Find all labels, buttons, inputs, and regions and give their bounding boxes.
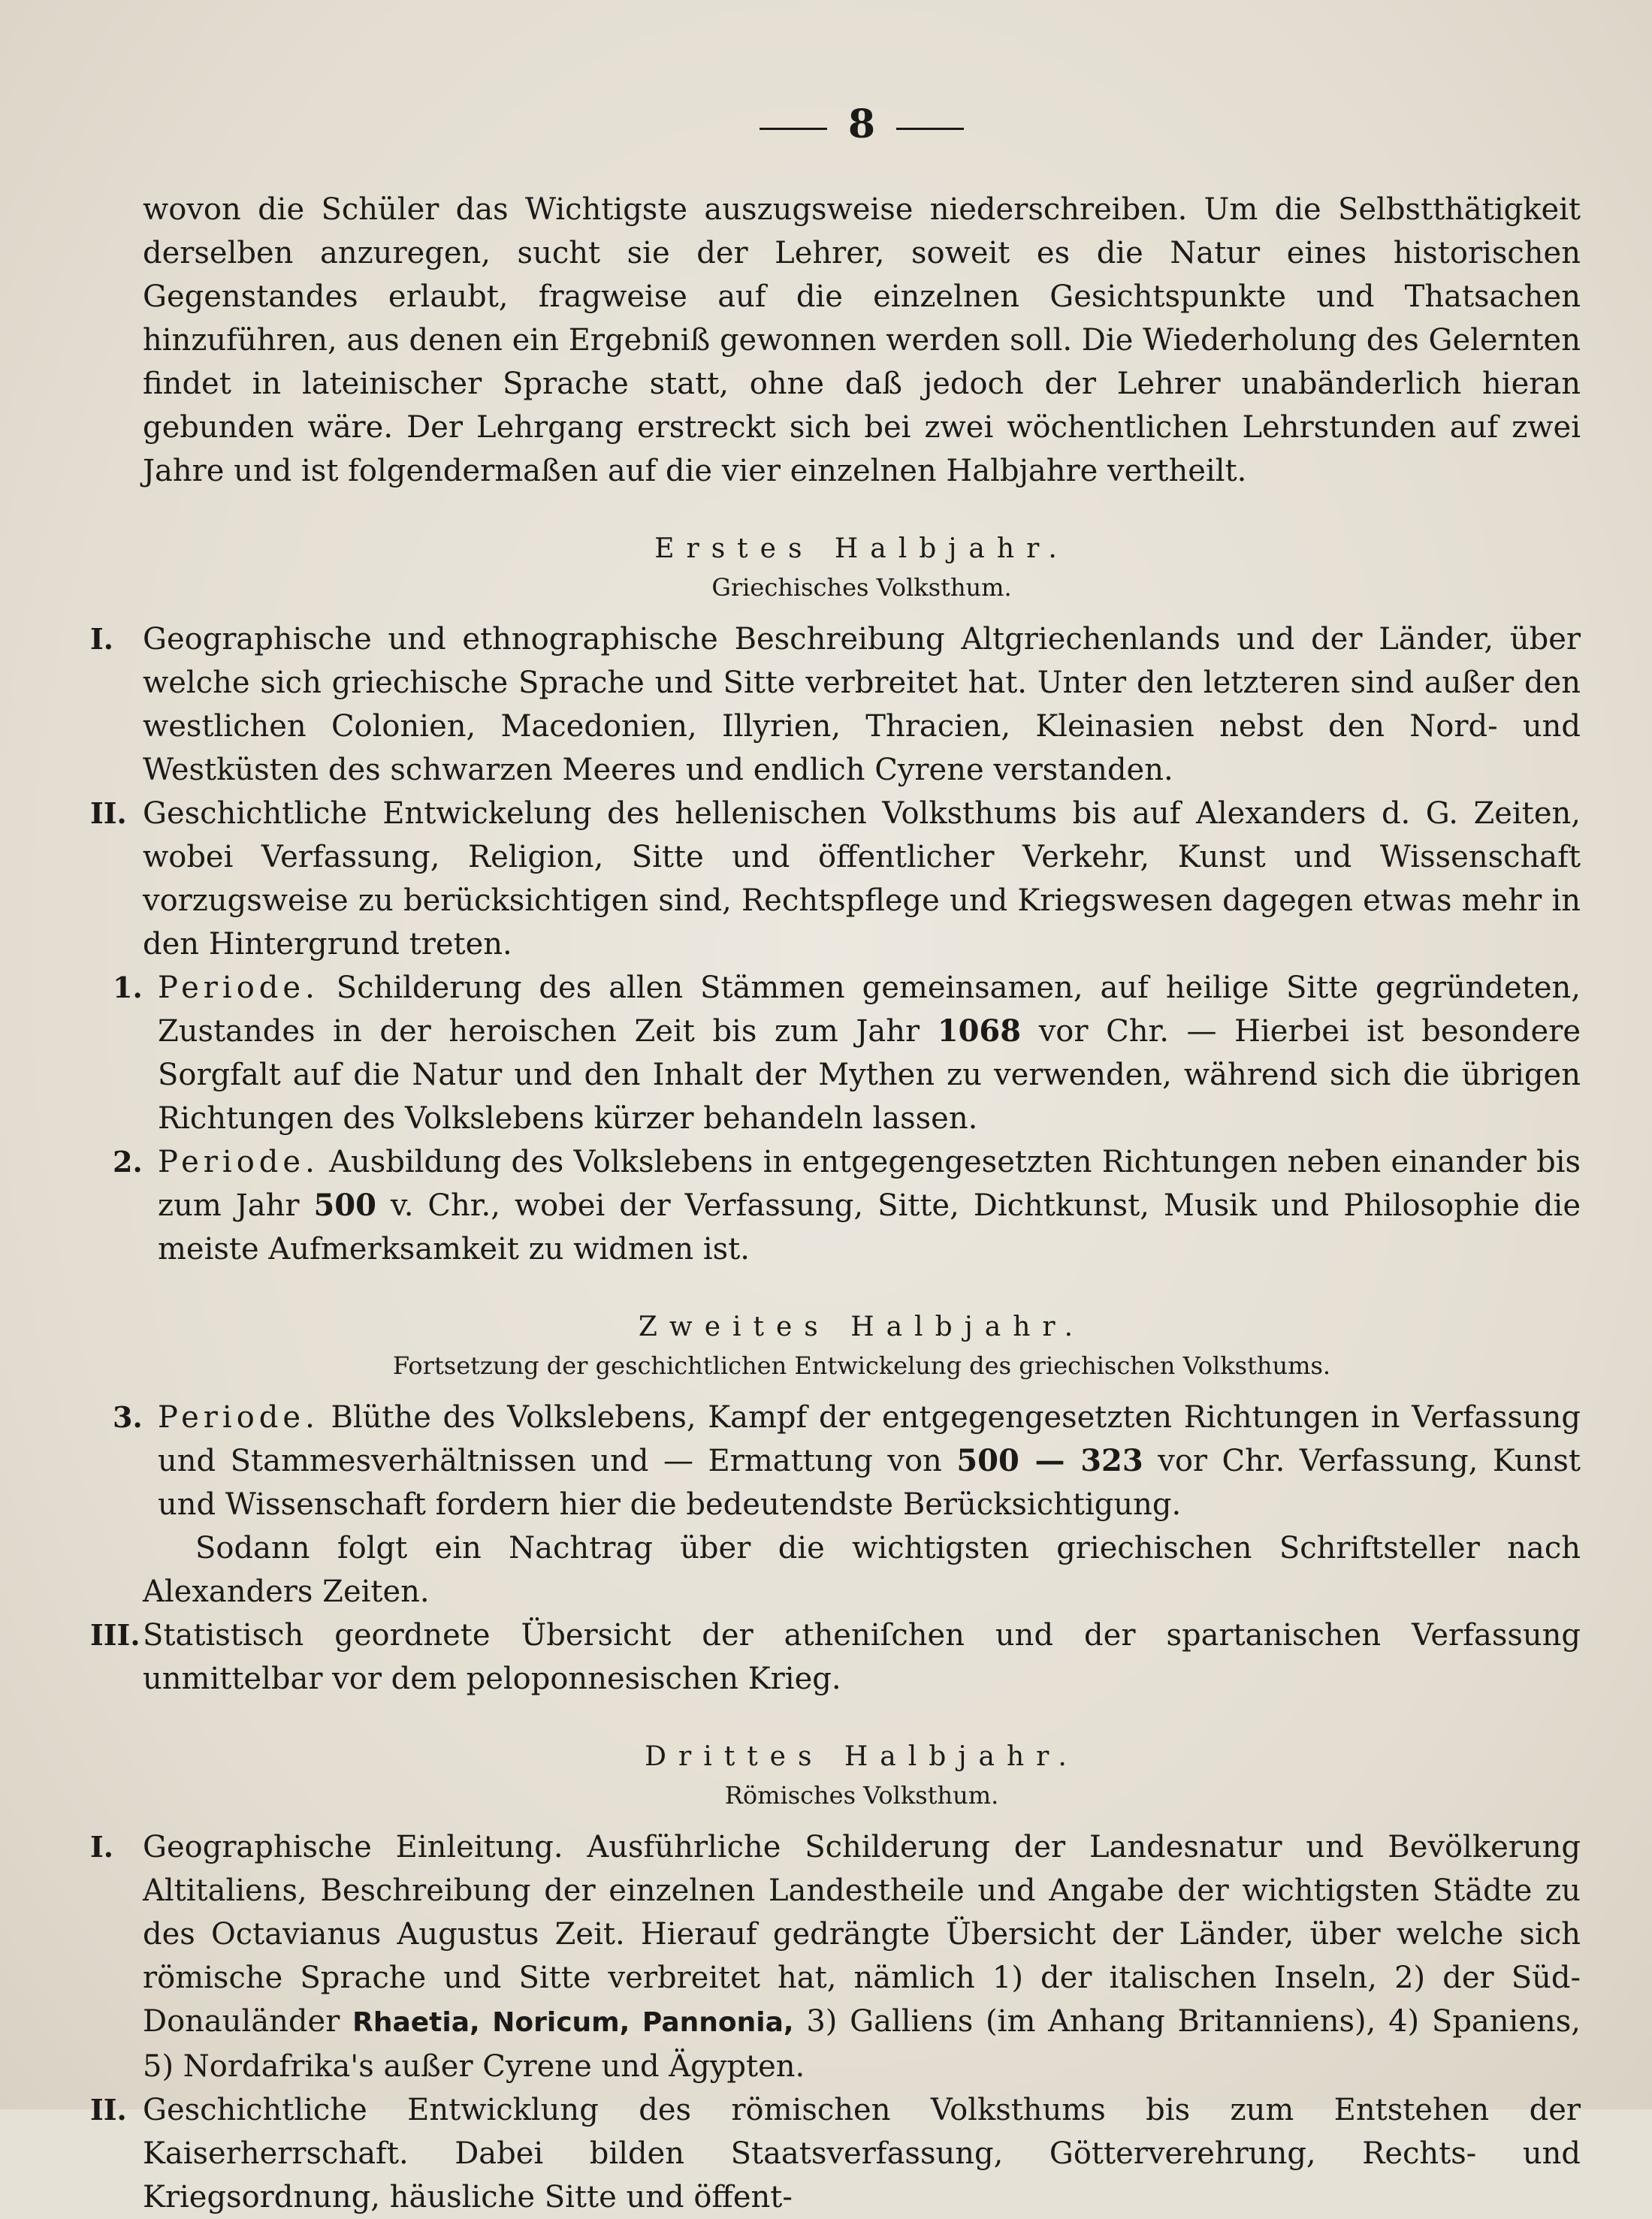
period-text-b: v. Chr., wobei der Verfassung, Sitte, Dichtkunst, Musik und Philosophie die meiste Aufmerksamkeit zu widmen ist. <box>158 1188 1581 1266</box>
semester1-subtitle: Griechisches Volksthum. <box>711 573 1012 602</box>
period-label: Periode. <box>158 1145 319 1179</box>
body-text <box>90 188 1581 2219</box>
period-number: 1. <box>113 971 143 1004</box>
period-text-a: Blüthe des Volkslebens, Kampf der entgegengesetzten Richtungen in Verfassung und Stammesverhältnissen und — Ermattung von <box>158 1400 1581 1478</box>
item-numeral: I. <box>90 622 114 656</box>
period-label: Periode. <box>158 971 319 1005</box>
latin-provinces: Rhaetia, Noricum, Pannonia, <box>352 2007 794 2038</box>
item-text: Geographische und ethnographische Beschreibung Altgriechenlands und der Länder, über welche sich griechische Sprache und Sitte verbreitet hat. Unter den letzteren sind außer den westlichen Colonien, Macedonien, Illyrien, Thracien, Kleinasien nebst den Nord- und Westküsten des schwarzen Meeres und endlich Cyrene verstanden. <box>143 622 1581 787</box>
period-year: 1068 <box>937 1013 1022 1049</box>
period-text-b: vor Chr. — Hierbei ist besondere Sorgfalt auf die Natur und den Inhalt der Mythen zu verwenden, während sich die übrigen Richtungen des Volkslebens kürzer behandeln lassen. <box>158 1014 1581 1136</box>
item-text: Geschichtliche Entwicklung des römischen Volksthums bis zum Entstehen der Kaiserherrschaft. Dabei bilden Staatsverfassung, Götterverehrung, Rechts- und Kriegsordnung, häusliche Sitte und öffent- <box>143 2093 1581 2214</box>
semester3-item-I <box>90 1825 1581 2088</box>
period-year: 500 <box>313 1188 376 1223</box>
semester3-item-II <box>90 2088 1581 2219</box>
semester3-subtitle: Römisches Volksthum. <box>724 1781 999 1810</box>
item-numeral: II. <box>90 796 127 830</box>
period-text <box>158 1140 1581 1271</box>
period-2 <box>113 1140 1581 1271</box>
item-numeral: III. <box>90 1618 140 1652</box>
semester2-title: Zweites Halbjahr. <box>638 1312 1086 1342</box>
page-header <box>143 98 1581 150</box>
intro-paragraph: wovon die Schüler das Wichtigste auszugsweise niederschreiben. Um die Selbstthätigkeit derselben anzuregen, sucht sie der Lehrer, soweit es die Natur eines historischen Gegenstandes erlaubt, fragweise auf die einzelnen Gesichtspunkte und Thatsachen hinzuführen, aus denen ein Ergebniß gewonnen werden soll. Die Wiederholung des Gelernten findet in lateinischer Sprache statt, ohne daß jedoch der Lehrer unabänderlich hieran gebunden wäre. Der Lehrgang erstreckt sich bei zwei wöchentlichen Lehrstunden auf zwei Jahre und ist folgendermaßen auf die vier einzelnen Halbjahre vertheilt. <box>143 192 1581 488</box>
period-number: 2. <box>113 1145 143 1179</box>
period-1 <box>113 966 1581 1140</box>
semester2-subtitle: Fortsetzung der geschichtlichen Entwickelung des griechischen Volksthums. <box>392 1351 1331 1380</box>
semester1-item-I <box>90 617 1581 792</box>
period-years: 500 — 323 <box>956 1443 1143 1478</box>
item-text-a: Geographische Einleitung. Ausführliche Schilderung der Landesnatur und Bevölkerung Altitaliens, Beschreibung der einzelnen Landestheile und Angabe der wichtigsten Städte zu des Octavianus Augustus Zeit. Hierauf gedrängte Übersicht der Länder, über welche sich römische Sprache und Sitte verbreitet hat, nämlich 1) der italischen Inseln, 2) der Süd-Donauländer <box>143 1830 1581 2039</box>
period-3 <box>113 1396 1581 1526</box>
period-text <box>158 1396 1581 1526</box>
semester2-item-III <box>90 1614 1581 1701</box>
item-text: Statistisch geordnete Übersicht der atheniſchen und der spartanischen Verfassung unmittelbar vor dem peloponnesischen Krieg. <box>143 1618 1581 1696</box>
item-numeral: I. <box>90 1830 114 1864</box>
item-text: Geschichtliche Entwickelung des hellenischen Volksthums bis auf Alexanders d. G. Zeiten, wobei Verfassung, Religion, Sitte und öffentlicher Verkehr, Kunst und Wissenschaft vorzugsweise zu berücksichtigen sind, Rechtspflege und Kriegswesen dagegen etwas mehr in den Hintergrund treten. <box>143 796 1581 962</box>
period-text-a: Schilderung des allen Stämmen gemeinsamen, auf heilige Sitte gegründeten, Zustandes in der heroischen Zeit bis zum Jahr <box>158 971 1581 1049</box>
header-rule-right <box>896 128 964 130</box>
period-number: 3. <box>113 1400 143 1434</box>
period-text-a: Ausbildung des Volkslebens in entgegengesetzten Richtungen neben einander bis zum Jahr <box>158 1145 1581 1223</box>
period-text-b: vor Chr. Verfassung, Kunst und Wissenschaft fordern hier die bedeutendste Berücksichtigung. <box>158 1444 1581 1522</box>
sodann-paragraph: Sodann folgt ein Nachtrag über die wichtigsten griechischen Schriftsteller nach Alexanders Zeiten. <box>143 1531 1581 1609</box>
semester1-item-II <box>90 792 1581 966</box>
item-text-b: 3) Galliens (im Anhang Britanniens), 4) Spaniens, 5) Nordafrika's außer Cyrene und Ägypten. <box>143 2004 1581 2084</box>
header-rule-left <box>760 128 827 130</box>
page-number: 8 <box>847 101 876 147</box>
semester1-title: Erstes Halbjahr. <box>654 533 1069 564</box>
item-numeral: II. <box>90 2093 127 2127</box>
item-text <box>143 1825 1581 2088</box>
period-text <box>158 966 1581 1140</box>
period-label: Periode. <box>158 1400 319 1435</box>
semester3-title: Drittes Halbjahr. <box>645 1741 1079 1772</box>
